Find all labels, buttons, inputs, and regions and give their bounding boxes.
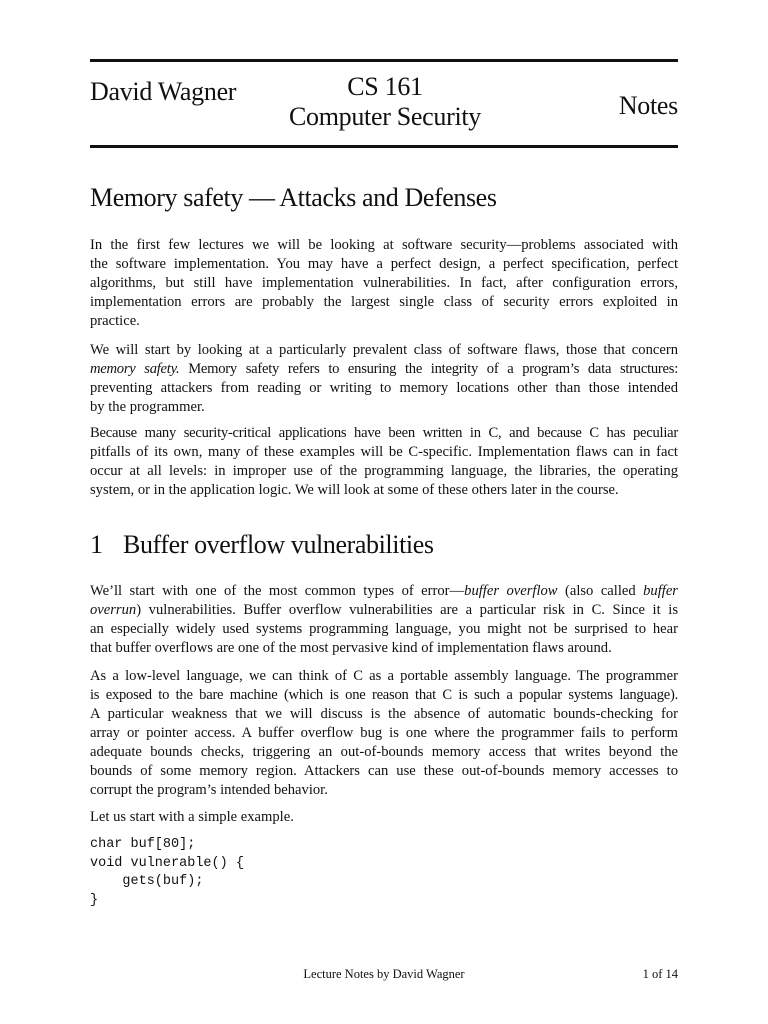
text-line	[90, 360, 678, 379]
text-line: system, or in the application logic. We will look at some of these others later in the course.	[90, 482, 619, 498]
text-line: In the first few lectures we will be looking at software security—problems associated with	[90, 237, 678, 253]
text-line: occur at all levels: in improper use of the programming language, the libraries, the operating	[90, 463, 678, 479]
header-course-number: CS 161	[347, 72, 423, 101]
emphasis-overrun: overrun	[90, 602, 137, 618]
emphasis-buffer: buffer	[643, 583, 678, 599]
header-bottom-rule	[90, 145, 678, 148]
text-line: practice.	[90, 313, 140, 329]
text-line: pitfalls of its own, many of these examples will be C-specific. Implementation flaws can in fact	[90, 444, 678, 460]
header-doc-type: Notes	[618, 91, 678, 120]
intro-paragraph-1	[90, 236, 678, 331]
section-heading	[90, 530, 434, 560]
section-paragraph-2	[90, 667, 678, 800]
header-author: David Wagner	[90, 77, 237, 106]
intro-paragraph-3	[90, 424, 678, 500]
text-line: the software implementation. You may have a perfect design, a perfect specification, perfect	[90, 256, 678, 272]
text-line: Because many security-critical applications have been written in C, and because C has peculiar	[90, 425, 678, 441]
text-line: Let us start with a simple example.	[90, 809, 294, 825]
section-paragraph-3	[90, 808, 678, 827]
text-line: bounds of some memory region. Attackers can use these out-of-bounds memory accesses to	[90, 763, 678, 779]
text-segment: ) vulnerabilities. Buffer overflow vulnerabilities are a particular risk in C. Since it is	[136, 602, 678, 618]
text-line: A particular weakness that we will discuss is the absence of automatic bounds-checking for	[90, 706, 678, 722]
footer-lecture-notes: Lecture Notes by David Wagner	[303, 967, 465, 981]
header-course-name: Computer Security	[288, 102, 482, 131]
emphasis-memory-safety: memory safety.	[90, 361, 180, 377]
text-line: array or pointer access. A buffer overflow bug is one where the programmer fails to perform	[90, 725, 678, 741]
footer-page-number: 1 of 14	[642, 967, 678, 981]
header-top-rule	[90, 59, 678, 62]
section-number: 1	[90, 530, 103, 559]
text-segment: Memory safety refers to ensuring the integrity of a program’s data structures:	[179, 361, 679, 377]
section-paragraph-1	[90, 582, 678, 658]
text-line: adequate bounds checks, triggering an out-of-bounds memory access that writes beyond the	[90, 744, 678, 760]
document-title: Memory safety — Attacks and Defenses	[90, 183, 497, 212]
text-line: is exposed to the bare machine (which is one reason that C is such a popular systems language).	[90, 687, 678, 703]
text-line	[90, 601, 678, 620]
text-line: an especially widely used systems programming language, you might not be surprised to hear	[90, 621, 678, 637]
text-line: by the programmer.	[90, 399, 205, 415]
code-example: char buf[80]; void vulnerable() { gets(buf); }	[90, 837, 244, 908]
text-line	[90, 582, 678, 601]
header-course-block	[280, 72, 490, 132]
text-line: We will start by looking at a particularly prevalent class of software flaws, those that concern	[90, 342, 678, 358]
text-line: As a low-level language, we can think of C as a portable assembly language. The programmer	[90, 668, 678, 684]
intro-paragraph-2	[90, 341, 678, 417]
text-line: corrupt the program’s intended behavior.	[90, 782, 328, 798]
section-title: Buffer overflow vulnerabilities	[123, 530, 434, 559]
emphasis-buffer-overflow: buffer overflow	[464, 583, 558, 599]
text-line: algorithms, but still have implementation vulnerabilities. In fact, after configuration errors,	[90, 275, 678, 291]
text-segment: (also called	[557, 583, 644, 599]
text-segment: We’ll start with one of the most common types of error—	[90, 583, 465, 599]
text-line: preventing attackers from reading or writing to memory locations other than those intended	[90, 380, 678, 396]
text-line: implementation errors are probably the largest single class of security errors exploited in	[90, 294, 678, 310]
text-line: that buffer overflows are one of the most pervasive kind of implementation flaws around.	[90, 640, 612, 656]
